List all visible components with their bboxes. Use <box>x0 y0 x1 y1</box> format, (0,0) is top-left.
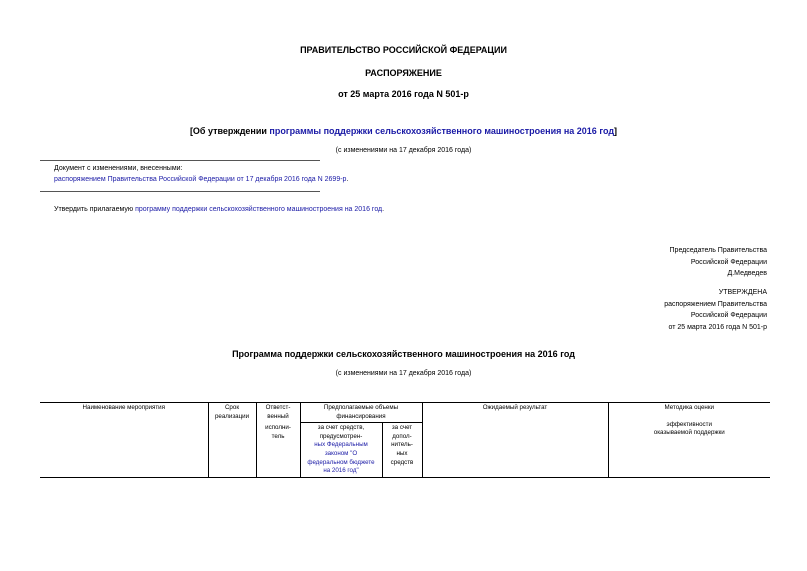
col-financing-header: Предполагаемые объемы финансирования <box>300 403 422 423</box>
col-federal-funds-header: за счет средств, предусмотрен- ных Федеральным законом "О федеральном бюджете на 2016 год" <box>300 423 382 478</box>
approved-by: распоряжением Правительства <box>664 300 767 308</box>
changes-intro: Документ с изменениями, внесенными: <box>54 165 183 172</box>
government-name: ПРАВИТЕЛЬСТВО РОССИЙСКОЙ ФЕДЕРАЦИИ <box>300 45 507 55</box>
approved-country: Российской Федерации <box>690 312 767 319</box>
col-additional-funds-header: за счет допол- нитель- ных средств <box>382 423 422 478</box>
document-type: РАСПОРЯЖЕНИЕ <box>365 68 442 78</box>
col-method-header: Методика оценки эффективности оказываемой поддержки <box>608 403 770 478</box>
signature-name: Д.Медведев <box>727 270 767 277</box>
approved-label: УТВЕРЖДЕНА <box>718 289 767 296</box>
changes-suffix: . <box>346 176 349 183</box>
program-heading: Программа поддержки сельскохозяйственного машиностроения на 2016 год <box>232 349 575 359</box>
amending-decree-link[interactable]: распоряжением Правительства Российской Федерации от 17 декабря 2016 года N 2699-р <box>54 176 347 183</box>
document-title <box>0 126 807 136</box>
approve-suffix: . <box>382 206 385 213</box>
document-date-number: от 25 марта 2016 года N 501-р <box>338 89 469 99</box>
approve-program-link[interactable]: программу поддержки сельскохозяйственного машиностроения на 2016 год <box>135 206 383 213</box>
approve-sentence <box>54 206 384 213</box>
col-responsible-header: Ответст- венный исполни- тель <box>256 403 300 478</box>
changes-line <box>54 176 348 183</box>
changes-top-rule <box>40 160 320 161</box>
title-prefix: [Об утверждении <box>189 126 270 136</box>
table-header-row <box>40 403 770 423</box>
signature-country: Российской Федерации <box>690 258 767 266</box>
approved-date: от 25 марта 2016 года N 501-р <box>668 323 767 331</box>
col-result-header: Ожидаемый результат <box>422 403 608 478</box>
signature-position: Председатель Правительства <box>669 247 767 254</box>
program-amendment-note: (с изменениями на 17 декабря 2016 года) <box>335 370 472 377</box>
program-table <box>40 402 770 478</box>
title-program-link[interactable]: программы поддержки сельскохозяйственного машиностроения на 2016 год <box>269 126 615 136</box>
signature-block <box>670 245 767 280</box>
title-suffix: ] <box>614 126 618 136</box>
amendment-note: (с изменениями на 17 декабря 2016 года) <box>335 147 472 154</box>
col-term-header: Срок реализации <box>208 403 256 478</box>
approved-block <box>664 287 767 333</box>
changes-bottom-rule <box>40 191 320 192</box>
approve-prefix: Утвердить прилагаемую <box>54 206 136 213</box>
col-event-header: Наименование мероприятия <box>40 403 208 478</box>
